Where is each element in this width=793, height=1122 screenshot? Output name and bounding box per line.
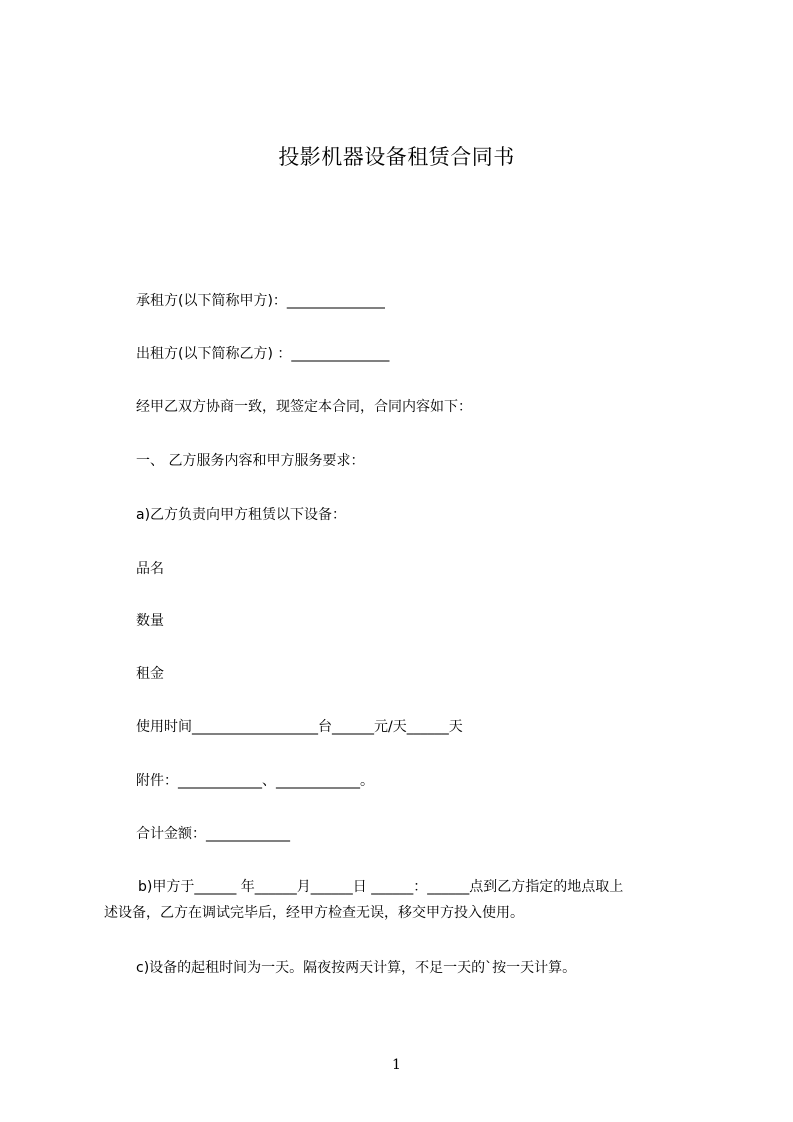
total-amount-line: 合计金额：____________ [136, 826, 290, 842]
lessee-line: 承租方(以下简称甲方)：______________ [136, 293, 385, 309]
clause-b [104, 874, 724, 926]
attachments-line: 附件：____________、____________。 [136, 773, 374, 789]
quantity-label: 数量 [136, 613, 164, 629]
item-name-label: 品名 [136, 561, 164, 577]
document-title: 投影机器设备租赁合同书 [278, 145, 515, 169]
page-number: 1 [392, 1057, 401, 1073]
clause-b-line-2: 述设备，乙方在调试完毕后，经甲方检查无误，移交甲方投入使用。 [104, 905, 524, 921]
clause-b-line-1: b)甲方于______ 年______月______日 ______：______点到乙方指定的地点取上 [138, 879, 624, 895]
usage-time-line: 使用时间__________________台______元/天______天 [136, 719, 463, 735]
section-one-heading: 一、 乙方服务内容和甲方服务要求： [136, 453, 365, 469]
clause-c: c)设备的起租时间为一天。隔夜按两天计算，不足一天的`按一天计算。 [136, 960, 577, 976]
agreement-intro: 经甲乙双方协商一致，现签定本合同，合同内容如下： [136, 399, 472, 415]
rent-label: 租金 [136, 666, 164, 682]
lessor-line: 出租方(以下简称乙方) ：______________ [136, 346, 390, 362]
clause-a: a)乙方负责向甲方租赁以下设备： [136, 507, 347, 523]
